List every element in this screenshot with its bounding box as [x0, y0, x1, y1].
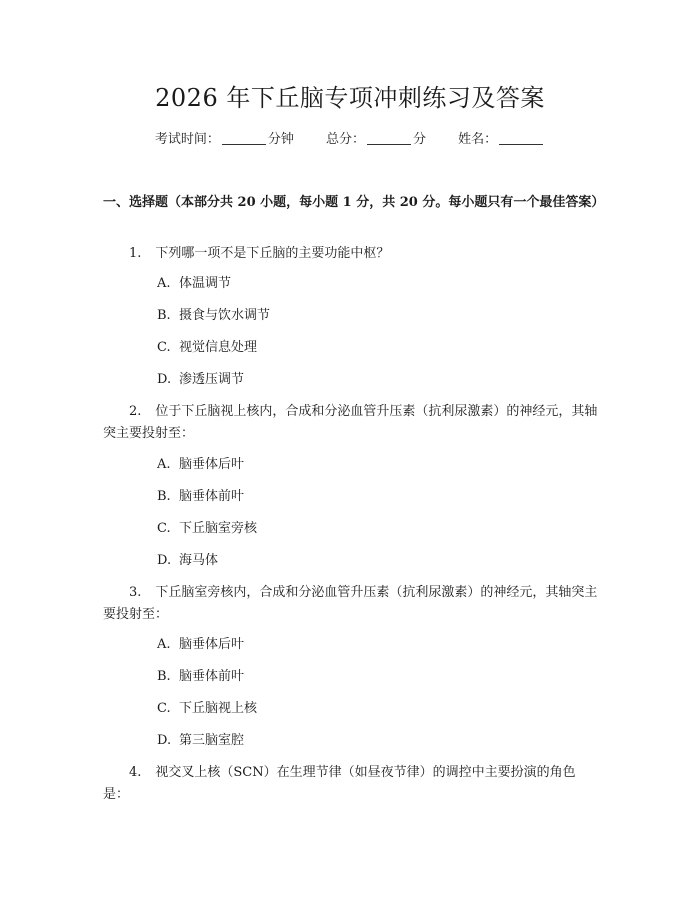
option-letter: C.	[157, 521, 171, 536]
question-1	[103, 243, 601, 265]
name-blank	[499, 131, 543, 145]
option-letter: D.	[157, 372, 172, 387]
option-text: 海马体	[179, 553, 219, 568]
option-text: 下丘脑视上核	[179, 701, 258, 716]
name-field	[458, 130, 545, 150]
total-score-field	[326, 130, 426, 150]
option-letter: A.	[157, 637, 171, 652]
option-letter: A.	[157, 276, 171, 291]
name-label: 姓名：	[458, 132, 498, 147]
option-text: 视觉信息处理	[179, 340, 258, 355]
question-number: 4.	[129, 765, 142, 780]
option-text: 脑垂体前叶	[179, 489, 245, 504]
option-text: 脑垂体后叶	[179, 457, 245, 472]
total-score-unit: 分	[413, 132, 427, 147]
option-3c	[157, 698, 257, 720]
option-text: 渗透压调节	[179, 372, 245, 387]
option-1b	[157, 305, 270, 327]
option-text: 脑垂体前叶	[179, 669, 245, 684]
option-letter: C.	[157, 701, 171, 716]
question-text: 下丘脑室旁核内，合成和分泌血管升压素（抗利尿激素）的神经元，其轴突主要投射至：	[103, 585, 598, 622]
option-text: 体温调节	[179, 276, 232, 291]
option-3a	[157, 634, 244, 656]
option-letter: C.	[157, 340, 171, 355]
option-2d	[157, 550, 218, 572]
option-text: 摄食与饮水调节	[179, 308, 271, 323]
option-letter: D.	[157, 553, 172, 568]
option-letter: B.	[157, 308, 171, 323]
option-text: 第三脑室腔	[179, 733, 245, 748]
question-number: 3.	[129, 585, 142, 600]
question-number: 1.	[129, 246, 142, 261]
question-text: 视交叉上核（SCN）在生理节律（如昼夜节律）的调控中主要扮演的角色是：	[103, 765, 576, 802]
option-text: 脑垂体后叶	[179, 637, 245, 652]
question-3	[103, 582, 601, 626]
section-heading: 一、选择题（本部分共 20 小题，每小题 1 分，共 20 分。每小题只有一个最佳答案）	[103, 195, 605, 210]
option-1c	[157, 337, 257, 359]
question-4	[103, 762, 601, 806]
exam-time-blank	[222, 131, 266, 145]
option-letter: B.	[157, 669, 171, 684]
total-score-blank	[367, 131, 411, 145]
option-2b	[157, 486, 244, 508]
exam-time-label: 考试时间：	[154, 132, 220, 147]
question-text: 位于下丘脑视上核内，合成和分泌血管升压素（抗利尿激素）的神经元，其轴突主要投射至：	[103, 404, 598, 441]
option-2a	[157, 454, 244, 476]
option-3d	[157, 730, 244, 752]
exam-meta	[0, 130, 700, 150]
question-2	[103, 401, 601, 445]
option-3b	[157, 666, 244, 688]
total-score-label: 总分：	[325, 132, 365, 147]
option-letter: A.	[157, 457, 171, 472]
exam-time-field	[155, 130, 294, 150]
option-1d	[157, 369, 244, 391]
question-text: 下列哪一项不是下丘脑的主要功能中枢？	[155, 246, 390, 261]
exam-time-unit: 分钟	[267, 132, 294, 147]
page-title: 2026 年下丘脑专项冲刺练习及答案	[155, 84, 545, 112]
option-letter: B.	[157, 489, 171, 504]
option-1a	[157, 273, 231, 295]
option-2c	[157, 518, 257, 540]
option-text: 下丘脑室旁核	[179, 521, 258, 536]
question-number: 2.	[129, 404, 142, 419]
option-letter: D.	[157, 733, 172, 748]
